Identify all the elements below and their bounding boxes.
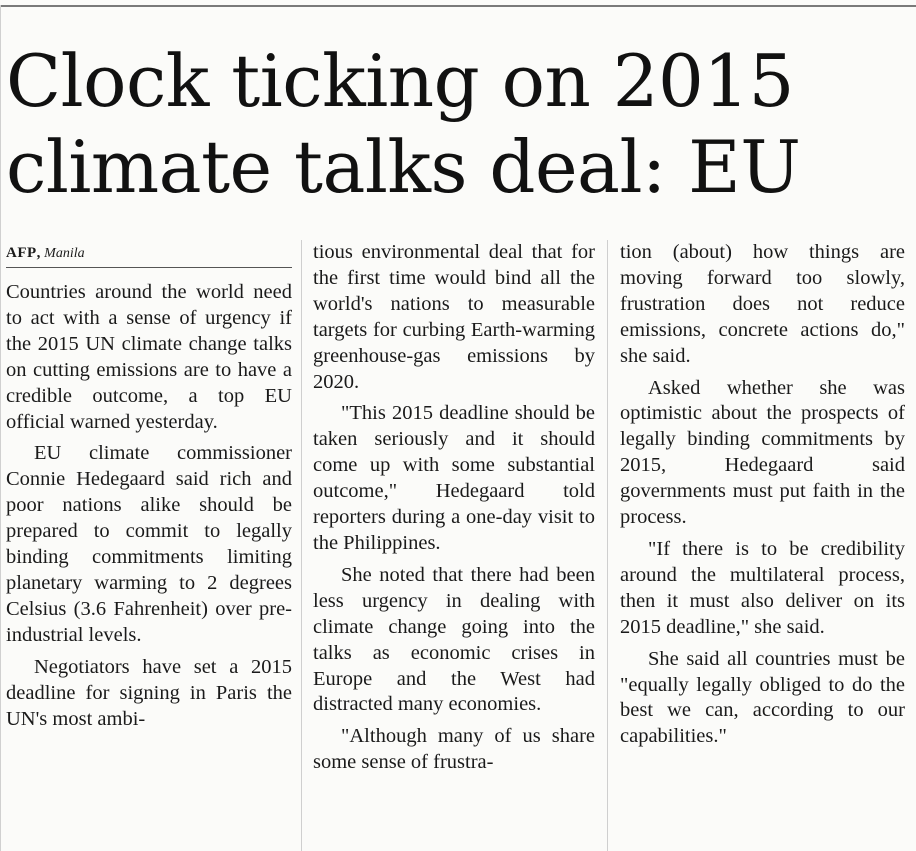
column-divider-2 — [607, 240, 608, 851]
byline-dateline: Manila — [44, 246, 85, 261]
column-2 — [313, 240, 595, 782]
paragraph-4: "This 2015 deadline should be taken seriously and it should come up with some substantial outcome," Hedegaard told reporters during a one-day visit to the Philippines. — [313, 402, 595, 554]
byline-rule — [6, 267, 292, 268]
paragraph-6-start: "Although many of us share some sense of frustra- — [313, 725, 595, 774]
paragraph-8: "If there is to be credibility around the multilateral process, then it must also deliver on its 2015 deadline," she said. — [620, 537, 905, 638]
paragraph-2: EU climate commissioner Connie Hedegaard said rich and poor nations alike should be prepared to commit to legally binding commitments limiting planetary warming to 2 degrees Celsius (3.6 Fahrenheit) over pre-industrial levels. — [6, 442, 292, 646]
paragraph-3-start: Negotiators have set a 2015 deadline for signing in Paris the UN's most ambi- — [6, 655, 292, 730]
paragraph-7: Asked whether she was optimistic about the prospects of legally binding commitments by 2015, Hedegaard said governments must put faith in the process. — [620, 376, 905, 529]
paragraph-3-continued: tious environmental deal that for the first time would bind all the world's nations to measurable targets for curbing Earth-warming greenhouse-gas emissions by 2020. — [313, 241, 595, 393]
top-rule — [0, 5, 916, 7]
paragraph-9: She said all countries must be "equally legally obliged to do the best we can, according to our capabilities." — [620, 647, 905, 748]
byline — [6, 238, 292, 268]
byline-agency: AFP — [6, 245, 37, 261]
paragraph-6-continued: tion (about) how things are moving forward too slowly, frustration does not reduce emissions, concrete actions do," she said. — [620, 241, 905, 367]
paragraph-1: Countries around the world need to act with a sense of urgency if the 2015 UN climate change talks on cutting emissions are to have a credible outcome, a top EU official warned yesterday. — [6, 281, 292, 433]
column-divider-1 — [301, 240, 302, 851]
paragraph-5: She noted that there had been less urgency in dealing with climate change going into the talks as economic crises in Europe and the West had distracted many economies. — [313, 563, 595, 716]
column-1 — [6, 238, 292, 738]
left-rule — [0, 5, 1, 851]
column-3 — [620, 240, 905, 756]
headline: Clock ticking on 2015 climate talks deal: EU — [6, 39, 801, 209]
byline-separator: , — [36, 245, 41, 261]
